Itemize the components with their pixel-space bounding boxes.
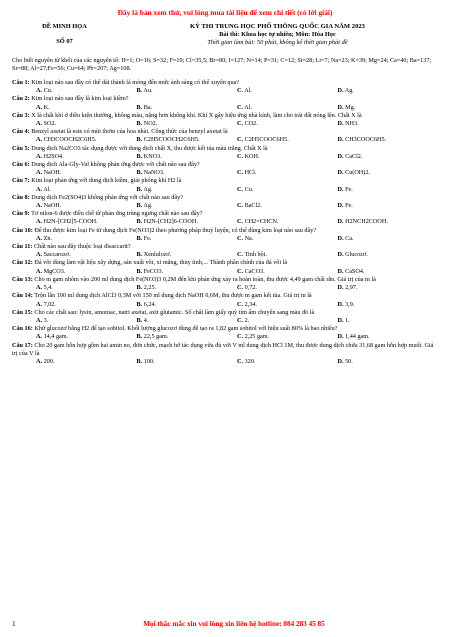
question-label: Câu 4: <box>12 128 30 136</box>
answer-options <box>12 333 438 341</box>
question <box>12 79 438 87</box>
answer-options <box>12 136 438 144</box>
question-text: Dung dịch Ala-Gly-Val không phản ứng được với chất nào sau đây? <box>29 161 200 169</box>
option-text: Fe. <box>142 234 152 242</box>
answer-option <box>237 186 338 194</box>
option-key: A. <box>36 120 43 128</box>
option-text: MgCO3. <box>42 267 66 275</box>
answer-option <box>338 268 439 276</box>
question-text: Khử glucozơ bằng H2 để tạo sobitol. Khối lượng glucozơ dùng để tạo ra 1,82 gam sobitol với hiệu suất 80% là bao nhiêu? <box>32 325 338 333</box>
option-key: B. <box>136 284 143 292</box>
answer-option <box>36 202 137 210</box>
answer-option <box>237 218 338 226</box>
option-key: A. <box>36 103 43 111</box>
answer-option <box>137 251 238 259</box>
option-key: D. <box>337 218 344 226</box>
question-label: Câu 5: <box>12 144 30 152</box>
option-key: D. <box>337 316 344 324</box>
question-text: Tơ nilon-6 được điều chế từ phản ứng trùng ngưng chất nào sau đây? <box>29 210 203 218</box>
atomic-masses: Cho biết nguyên tử khối của các nguyên tố: H=1; O=16; S=32; F=19; Cl=35,5; Br=80; I=127; N=14; P=31; C=12; Si=28; Li=7; Na=23; K=39; Mg=24; Ca=40; Ba=137; Sr=88; Al=27;Fe=56; Cu=64; Pb=207; Ag=108. <box>12 56 432 72</box>
option-text: CH3COOCH2C6H5. <box>42 136 97 144</box>
answer-option <box>237 202 338 210</box>
answer-option <box>338 284 439 292</box>
option-key: A. <box>36 234 43 242</box>
answer-option <box>237 235 338 243</box>
option-text: Al. <box>243 103 252 111</box>
option-text: KNO3. <box>142 152 162 160</box>
option-text: NaOH. <box>42 169 62 177</box>
option-text: 3. <box>42 316 49 324</box>
option-text: 2. <box>243 316 250 324</box>
option-text: Au. <box>142 87 153 95</box>
option-key: A. <box>36 284 43 292</box>
option-key: A. <box>36 300 43 308</box>
answer-option <box>137 104 238 112</box>
question-text: X là chất khí ở điều kiện thường, không màu, nặng hơn không khí. Khí X gây hiệu ứng nhà kính, làm cho trái đất nóng lên. Chất X là <box>29 111 362 119</box>
option-key: B. <box>136 152 143 160</box>
option-text: Cu(OH)2. <box>343 169 370 177</box>
option-key: C. <box>237 103 244 111</box>
option-text: Ba. <box>142 103 153 111</box>
answer-option <box>137 120 238 128</box>
option-key: D. <box>337 103 344 111</box>
answer-option <box>36 120 137 128</box>
option-text: 5,4. <box>42 284 53 292</box>
exam-header <box>12 23 438 48</box>
option-key: C. <box>237 357 244 365</box>
header-right <box>117 23 438 48</box>
option-key: D. <box>337 87 344 95</box>
option-key: B. <box>136 316 143 324</box>
option-key: A. <box>36 136 43 144</box>
option-text: BaCl2. <box>243 202 262 210</box>
option-text: NaOH. <box>42 202 62 210</box>
question-label: Câu 1: <box>12 79 30 87</box>
option-text: 2,97. <box>343 284 358 292</box>
question-label: Câu 14: <box>12 292 33 300</box>
option-text: CaSO4. <box>343 267 365 275</box>
option-text: KOH. <box>243 152 260 160</box>
answer-option <box>36 136 137 144</box>
answer-option <box>137 284 238 292</box>
option-key: A. <box>36 316 43 324</box>
option-text: CaCl2. <box>343 152 363 160</box>
option-key: C. <box>237 267 244 275</box>
option-text: Saccarozơ. <box>42 251 71 259</box>
option-text: 4. <box>142 316 149 324</box>
option-text: NaNO3. <box>142 169 165 177</box>
answer-option <box>338 104 439 112</box>
answer-options <box>12 87 438 95</box>
answer-options <box>12 218 438 226</box>
option-key: A. <box>36 152 43 160</box>
option-text: Ag. <box>142 185 153 193</box>
option-key: A. <box>36 251 43 259</box>
answer-option <box>36 104 137 112</box>
answer-option <box>36 251 137 259</box>
answer-option <box>137 136 238 144</box>
question-text: Benzyl axetat là este có mùi thơm của hoa nhài. Công thức của benzyl axetat là <box>29 128 228 136</box>
option-text: Ca. <box>343 234 354 242</box>
option-key: D. <box>337 202 344 210</box>
answer-option <box>338 186 439 194</box>
answer-option <box>237 120 338 128</box>
question <box>12 309 438 317</box>
option-text: Ag. <box>343 87 354 95</box>
answer-option <box>137 358 238 366</box>
answer-option <box>237 284 338 292</box>
option-key: D. <box>337 234 344 242</box>
question-label: Câu 9: <box>12 210 30 218</box>
answer-option <box>137 268 238 276</box>
option-text: 14,4 gam. <box>42 333 69 341</box>
question-text: Chất nào sau đây thuộc loại đisaccarit? <box>32 243 131 251</box>
answer-option <box>137 169 238 177</box>
option-key: C. <box>237 218 244 226</box>
answer-options <box>12 169 438 177</box>
option-key: B. <box>136 120 143 128</box>
option-text: 7,02. <box>42 300 56 308</box>
exam-number: SỐ 07 <box>56 38 73 46</box>
answer-options <box>12 153 438 161</box>
option-text: Ag. <box>142 202 153 210</box>
question-text: Kim loại nào sau đây là kim loại kiềm? <box>29 95 129 103</box>
question <box>12 128 438 136</box>
option-key: D. <box>337 152 344 160</box>
option-text: Fe. <box>343 185 353 193</box>
preview-banner: Đây là bản xem thử, vui lòng mua tài liệu để xem chi tiết (có lời giải) <box>117 8 333 17</box>
question-label: Câu 12: <box>12 259 33 267</box>
option-text: Cu. <box>243 185 254 193</box>
question-text: Kim loại nào sau đây có thể dát thành lá mỏng đến mức ánh sáng có thể xuyên qua? <box>29 79 240 87</box>
option-key: D. <box>337 120 344 128</box>
option-text: 6,24. <box>142 300 157 308</box>
option-text: 0,72. <box>243 284 257 292</box>
answer-option <box>338 87 439 95</box>
answer-option <box>338 235 439 243</box>
option-key: A. <box>36 357 43 365</box>
answer-options <box>12 104 438 112</box>
question <box>12 342 438 358</box>
answer-options <box>12 284 438 292</box>
time-note: Thời gian làm bài: 50 phút, không kể thời gian phát đề <box>207 39 348 47</box>
question-label: Câu 11: <box>12 243 33 251</box>
question-text: Dung dịch Na2CO3 tác dụng được với dung dịch chất X, thu được kết tủa màu trắng. Chất X là <box>29 144 268 152</box>
option-key: C. <box>237 316 244 324</box>
option-key: A. <box>36 169 43 177</box>
question <box>12 112 438 120</box>
option-text: 3,9. <box>343 300 355 308</box>
question <box>12 292 438 300</box>
answer-option <box>237 251 338 259</box>
question-label: Câu 13: <box>12 275 33 283</box>
answer-option <box>36 301 137 309</box>
option-text: H2N-[CH2]5-COOH. <box>42 218 98 226</box>
option-text: Zn. <box>42 234 52 242</box>
option-text: 22,5 gam. <box>142 333 169 341</box>
question-label: Câu 7: <box>12 177 30 185</box>
option-key: D. <box>337 333 344 341</box>
option-key: B. <box>136 333 143 341</box>
answer-option <box>137 218 238 226</box>
option-key: B. <box>136 169 143 177</box>
answer-option <box>237 317 338 325</box>
option-key: B. <box>136 218 143 226</box>
question-text: Cho m gam nhôm vào 200 ml dung dịch Fe(NO3)3 0,2M đến khi phản ứng xảy ra hoàn toàn, thu được 4,49 gam chất rắn. Giá trị của m là <box>32 275 376 283</box>
question <box>12 177 438 185</box>
option-key: C. <box>237 87 244 95</box>
option-key: D. <box>337 136 344 144</box>
answer-option <box>36 87 137 95</box>
answer-options <box>12 120 438 128</box>
answer-option <box>36 358 137 366</box>
option-key: C. <box>237 234 244 242</box>
question-text: Dung dịch Fe2(SO4)3 không phản ứng với chất nào sau đây? <box>29 193 183 201</box>
left-title: ĐỀ MINH HỌA <box>42 23 87 30</box>
answer-option <box>36 153 137 161</box>
option-key: B. <box>136 267 143 275</box>
question-text: Trộn lẫn 100 ml dung dịch AlCl3 0,3M với 150 ml dung dịch NaOH 0,6M, thu được m gam kết tủa. Giá trị m là <box>32 292 312 300</box>
answer-option <box>338 218 439 226</box>
question-text: Cho các chất sau: lysin, amoniac, natri axetat, axit glutamic. Số chất làm giấy quỳ tím ẩm chuyển sang màu đỏ là <box>32 308 315 316</box>
answer-option <box>36 268 137 276</box>
option-text: CH2=CHCN. <box>243 218 279 226</box>
answer-option <box>237 301 338 309</box>
option-text: Cu. <box>42 87 53 95</box>
option-key: D. <box>337 300 344 308</box>
answer-options <box>12 202 438 210</box>
answer-option <box>237 358 338 366</box>
option-text: Fe. <box>343 202 353 210</box>
question-label: Câu 2: <box>12 95 30 103</box>
answer-option <box>338 120 439 128</box>
question <box>12 194 438 202</box>
option-key: A. <box>36 87 43 95</box>
answer-option <box>237 268 338 276</box>
option-text: C2H5COOC6H5. <box>243 136 289 144</box>
answer-option <box>237 136 338 144</box>
option-text: Al. <box>243 87 252 95</box>
option-key: C. <box>237 169 244 177</box>
question-label: Câu 6: <box>12 161 30 169</box>
option-text: K. <box>42 103 50 111</box>
question <box>12 210 438 218</box>
answer-option <box>36 235 137 243</box>
answer-option <box>338 169 439 177</box>
option-key: B. <box>136 87 143 95</box>
answer-option <box>137 333 238 341</box>
option-text: 2,25 gam. <box>243 333 270 341</box>
option-text: H2N-[CH2]6-COOH. <box>142 218 198 226</box>
answer-options <box>12 317 438 325</box>
answer-option <box>338 153 439 161</box>
option-key: D. <box>337 357 344 365</box>
option-key: C. <box>237 120 244 128</box>
question-text: Kim loại phản ứng với dung dịch kiềm, giải phóng khí H2 là <box>29 177 182 185</box>
question-label: Câu 17: <box>12 341 33 349</box>
option-key: C. <box>237 284 244 292</box>
option-text: CaCO3. <box>243 267 265 275</box>
option-text: FeCO3. <box>142 267 164 275</box>
answer-option <box>338 358 439 366</box>
option-text: H2SO4. <box>42 152 64 160</box>
option-text: Na. <box>243 234 254 242</box>
option-key: D. <box>337 185 344 193</box>
question-text: Cho 20 gam hỗn hợp gồm hai amin no, đơn chức, mạch hở tác dụng vừa đủ với V ml dung dịch HCl 1M, thu được dung dịch chứa 31,68 gam hỗn hợp muối. Giá trị của V là <box>12 341 434 357</box>
page-footer <box>12 620 438 628</box>
answer-option <box>137 235 238 243</box>
answer-options <box>12 301 438 309</box>
page-number: 1 <box>12 620 16 628</box>
option-key: D. <box>337 169 344 177</box>
question <box>12 145 438 153</box>
option-text: 2,25. <box>142 284 157 292</box>
answer-option <box>137 317 238 325</box>
question <box>12 259 438 267</box>
option-text: 100. <box>142 357 155 365</box>
option-key: A. <box>36 333 43 341</box>
option-text: NH3. <box>343 120 359 128</box>
answer-option <box>137 186 238 194</box>
question <box>12 243 438 251</box>
question <box>12 227 438 235</box>
question <box>12 95 438 103</box>
exam-subject: Bài thi: Khoa học tự nhiên; Môn: Hóa Học <box>219 31 336 39</box>
answer-options <box>12 358 438 366</box>
option-text: Mg. <box>343 103 356 111</box>
option-key: B. <box>136 103 143 111</box>
answer-option <box>137 87 238 95</box>
question-label: Câu 3: <box>12 111 30 119</box>
option-key: A. <box>36 218 43 226</box>
option-text: 1,44 gam. <box>343 333 370 341</box>
answer-option <box>36 218 137 226</box>
answer-option <box>338 136 439 144</box>
option-key: B. <box>136 300 143 308</box>
option-key: C. <box>237 152 244 160</box>
option-text: C2H5COOCH2C6H5. <box>142 136 200 144</box>
answer-option <box>237 87 338 95</box>
option-text: 1. <box>343 316 350 324</box>
answer-option <box>338 251 439 259</box>
option-text: Xenlulozơ. <box>142 251 172 259</box>
question-label: Câu 15: <box>12 308 33 316</box>
answer-option <box>36 186 137 194</box>
option-text: 50. <box>343 357 353 365</box>
option-key: D. <box>337 251 344 259</box>
option-key: B. <box>136 136 143 144</box>
option-key: B. <box>136 202 143 210</box>
option-key: C. <box>237 202 244 210</box>
question <box>12 325 438 333</box>
answer-options <box>12 251 438 259</box>
option-key: A. <box>36 202 43 210</box>
option-text: CH3COOC6H5. <box>343 136 387 144</box>
option-key: C. <box>237 333 244 341</box>
option-text: Tinh bột. <box>243 251 267 259</box>
answer-options <box>12 268 438 276</box>
option-key: C. <box>237 136 244 144</box>
answer-option <box>36 284 137 292</box>
answer-option <box>237 169 338 177</box>
hotline-text: Mọi thắc mắc xin vui lòng xin liên hệ hotline: 084 283 45 85 <box>143 620 325 628</box>
answer-option <box>137 301 238 309</box>
option-key: A. <box>36 267 43 275</box>
option-text: SO2. <box>42 120 57 128</box>
option-text: H2NCH2COOH. <box>343 218 388 226</box>
answer-option <box>338 317 439 325</box>
option-key: C. <box>237 300 244 308</box>
question-label: Câu 16: <box>12 325 33 333</box>
answer-option <box>36 333 137 341</box>
option-text: HCl. <box>243 169 257 177</box>
option-text: 320. <box>243 357 256 365</box>
option-key: C. <box>237 185 244 193</box>
option-text: Al. <box>42 185 51 193</box>
option-text: CO2. <box>243 120 258 128</box>
question-label: Câu 8: <box>12 193 30 201</box>
question-list <box>12 79 438 366</box>
option-key: D. <box>337 267 344 275</box>
option-text: 2,34. <box>243 300 257 308</box>
answer-option <box>338 333 439 341</box>
question <box>12 161 438 169</box>
exam-title: KỲ THI TRUNG HỌC PHỔ THÔNG QUỐC GIA NĂM 2023 <box>190 23 365 30</box>
answer-option <box>338 202 439 210</box>
option-text: Glucozơ. <box>343 251 368 259</box>
header-left <box>12 23 117 48</box>
answer-option <box>237 104 338 112</box>
answer-option <box>338 301 439 309</box>
answer-option <box>137 153 238 161</box>
answer-option <box>36 169 137 177</box>
answer-options <box>12 186 438 194</box>
question-label: Câu 10: <box>12 226 33 234</box>
question <box>12 276 438 284</box>
option-key: A. <box>36 185 43 193</box>
answer-option <box>237 153 338 161</box>
answer-option <box>137 202 238 210</box>
option-key: B. <box>136 251 143 259</box>
option-key: B. <box>136 185 143 193</box>
question-text: Đá vôi dùng làm vật liệu xây dựng, sản xuất vôi, xi măng, thủy tinh,... Thành phần chính của đá vôi là <box>32 259 288 267</box>
answer-option <box>36 317 137 325</box>
option-key: D. <box>337 284 344 292</box>
answer-option <box>237 333 338 341</box>
option-text: NO2. <box>142 120 158 128</box>
option-key: B. <box>136 357 143 365</box>
option-key: C. <box>237 251 244 259</box>
question-text: Để thu được kim loại Fe từ dung dịch Fe(NO3)2 theo phương pháp thuỷ luyện, có thể dùng kim loại nào sau đây? <box>32 226 317 234</box>
option-text: 200. <box>42 357 55 365</box>
option-key: B. <box>136 234 143 242</box>
answer-options <box>12 235 438 243</box>
